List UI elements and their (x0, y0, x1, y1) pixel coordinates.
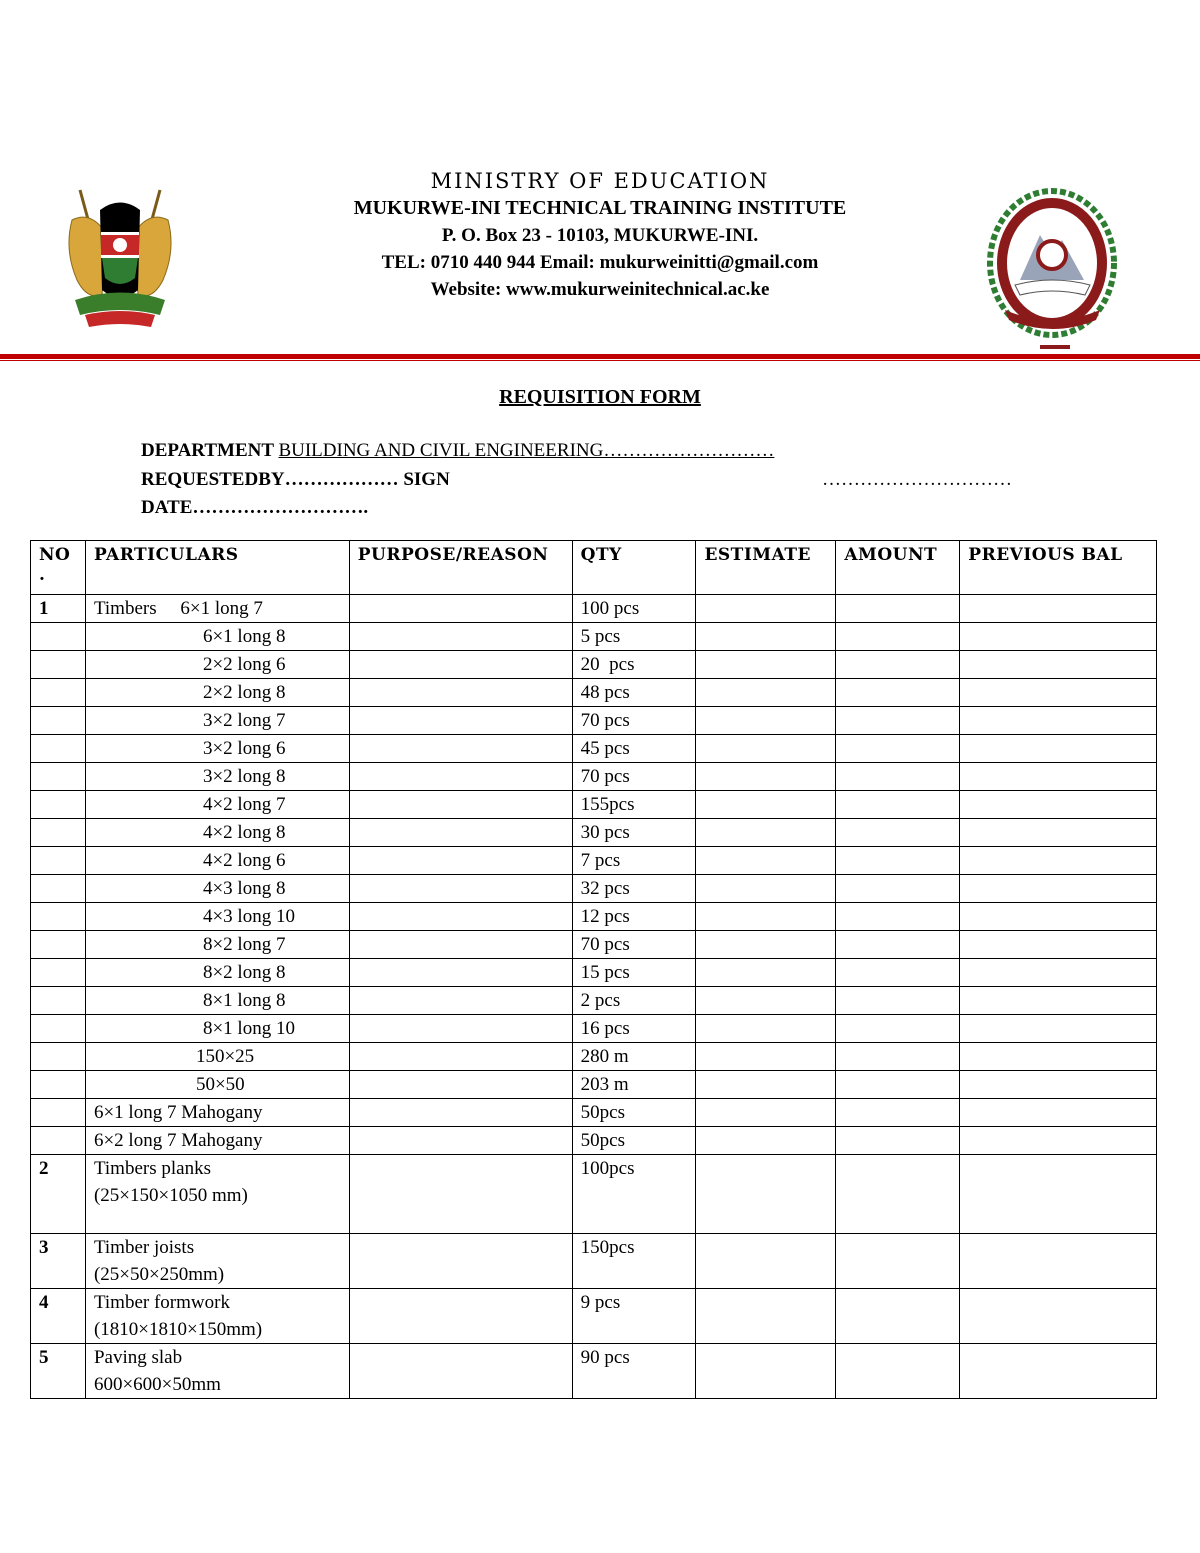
cell-particulars (85, 707, 349, 735)
cell-previous-bal (960, 651, 1157, 679)
cell-purpose (349, 1099, 572, 1127)
particulars-text: 4×2 long 7 (202, 794, 286, 815)
cell-estimate (696, 847, 836, 875)
cell-qty: 50pcs (572, 1127, 696, 1155)
department-label: DEPARTMENT (141, 440, 279, 461)
cell-amount (836, 1234, 960, 1289)
cell-purpose (349, 1127, 572, 1155)
cell-no (31, 1015, 86, 1043)
table-row (31, 623, 1157, 651)
particulars-text: 6×1 long 8 (202, 626, 286, 647)
cell-no (31, 791, 86, 819)
cell-estimate (696, 623, 836, 651)
header-divider-thin (0, 360, 1200, 361)
table-row (31, 931, 1157, 959)
cell-amount (836, 1344, 960, 1399)
table-row (31, 707, 1157, 735)
cell-estimate (696, 595, 836, 623)
cell-amount (836, 931, 960, 959)
cell-qty: 90 pcs (572, 1344, 696, 1399)
particulars-text: Timbers planks (93, 1158, 211, 1179)
requested-by-line (141, 469, 450, 491)
cell-qty: 45 pcs (572, 735, 696, 763)
cell-previous-bal (960, 623, 1157, 651)
cell-no (31, 735, 86, 763)
table-row (31, 1127, 1157, 1155)
table-row (31, 1289, 1157, 1344)
table-row (31, 1234, 1157, 1289)
cell-no (31, 763, 86, 791)
particulars-text: 4×3 long 8 (202, 878, 286, 899)
cell-qty: 50pcs (572, 1099, 696, 1127)
cell-no (31, 931, 86, 959)
particulars-text: 8×1 long 8 (202, 990, 286, 1011)
cell-particulars (85, 791, 349, 819)
col-amount: AMOUNT (836, 541, 960, 595)
cell-amount (836, 959, 960, 987)
cell-amount (836, 595, 960, 623)
cell-amount (836, 1015, 960, 1043)
particulars-text: 50×50 (195, 1074, 245, 1095)
cell-purpose (349, 987, 572, 1015)
cell-amount (836, 651, 960, 679)
particulars-text: 6×1 long 7 Mahogany (93, 1102, 263, 1123)
cell-estimate (696, 763, 836, 791)
table-header-row (31, 541, 1157, 595)
cell-particulars (85, 763, 349, 791)
particulars-text: Timbers 6×1 long 7 (93, 598, 263, 619)
particulars-text: 3×2 long 6 (202, 738, 286, 759)
cell-estimate (696, 931, 836, 959)
cell-qty: 70 pcs (572, 931, 696, 959)
cell-estimate (696, 707, 836, 735)
cell-particulars (85, 819, 349, 847)
cell-purpose (349, 735, 572, 763)
cell-amount (836, 847, 960, 875)
cell-particulars (85, 847, 349, 875)
table-row (31, 819, 1157, 847)
cell-qty: 70 pcs (572, 763, 696, 791)
cell-previous-bal (960, 763, 1157, 791)
table-row (31, 595, 1157, 623)
particulars-text: 3×2 long 7 (202, 710, 286, 731)
cell-particulars (85, 1155, 349, 1234)
particulars-detail: (1810×1810×150mm) (93, 1319, 263, 1340)
cell-estimate (696, 1015, 836, 1043)
cell-qty: 280 m (572, 1043, 696, 1071)
cell-estimate (696, 959, 836, 987)
cell-no (31, 875, 86, 903)
cell-previous-bal (960, 875, 1157, 903)
cell-qty: 15 pcs (572, 959, 696, 987)
ministry-name: MINISTRY OF EDUCATION (430, 169, 770, 193)
cell-purpose (349, 707, 572, 735)
cell-particulars (85, 1015, 349, 1043)
table-row (31, 903, 1157, 931)
cell-amount (836, 763, 960, 791)
cell-estimate (696, 791, 836, 819)
cell-no (31, 1071, 86, 1099)
cell-particulars (85, 959, 349, 987)
particulars-detail: (25×150×1050 mm) (93, 1185, 248, 1206)
col-estimate: ESTIMATE (696, 541, 836, 595)
cell-particulars (85, 875, 349, 903)
cell-particulars (85, 1234, 349, 1289)
particulars-detail: 600×600×50mm (93, 1374, 221, 1395)
cell-purpose (349, 679, 572, 707)
cell-no (31, 903, 86, 931)
cell-amount (836, 707, 960, 735)
cell-purpose (349, 1344, 572, 1399)
col-no: NO . (31, 541, 86, 595)
cell-estimate (696, 875, 836, 903)
particulars-text: Paving slab (93, 1347, 183, 1368)
cell-no (31, 847, 86, 875)
cell-amount (836, 791, 960, 819)
contact-line: TEL: 0710 440 944 Email: mukurweinitti@gmail.com (381, 252, 819, 273)
particulars-text: Timber joists (93, 1237, 195, 1258)
table-row (31, 651, 1157, 679)
postal-address: P. O. Box 23 - 10103, MUKURWE-INI. (441, 225, 759, 246)
cell-particulars (85, 931, 349, 959)
table-row (31, 847, 1157, 875)
particulars-text: 8×2 long 8 (202, 962, 286, 983)
cell-purpose (349, 1071, 572, 1099)
sign-dots: ………………………… (822, 469, 1012, 490)
particulars-text: 8×1 long 10 (202, 1018, 295, 1039)
cell-amount (836, 1127, 960, 1155)
cell-qty: 100pcs (572, 1155, 696, 1234)
cell-amount (836, 987, 960, 1015)
cell-no (31, 679, 86, 707)
department-line (141, 440, 774, 462)
particulars-text: 3×2 long 8 (202, 766, 286, 787)
particulars-text: 2×2 long 8 (202, 682, 286, 703)
cell-amount (836, 1043, 960, 1071)
cell-purpose (349, 1043, 572, 1071)
letterhead (0, 168, 1200, 303)
cell-qty: 30 pcs (572, 819, 696, 847)
cell-purpose (349, 959, 572, 987)
department-value: BUILDING AND CIVIL ENGINEERING……………………… (278, 440, 775, 461)
cell-qty: 9 pcs (572, 1289, 696, 1344)
table-row (31, 1043, 1157, 1071)
cell-estimate (696, 679, 836, 707)
cell-no: 2 (31, 1155, 86, 1234)
particulars-text: 4×2 long 8 (202, 822, 286, 843)
requisition-table (30, 540, 1157, 1399)
table-row (31, 1071, 1157, 1099)
cell-estimate (696, 903, 836, 931)
cell-previous-bal (960, 1344, 1157, 1399)
cell-particulars (85, 1099, 349, 1127)
cell-previous-bal (960, 931, 1157, 959)
particulars-text: 6×2 long 7 Mahogany (93, 1130, 263, 1151)
cell-estimate (696, 735, 836, 763)
cell-estimate (696, 1071, 836, 1099)
cell-no (31, 1043, 86, 1071)
cell-qty: 2 pcs (572, 987, 696, 1015)
cell-estimate (696, 987, 836, 1015)
cell-purpose (349, 931, 572, 959)
cell-previous-bal (960, 819, 1157, 847)
cell-purpose (349, 1234, 572, 1289)
table-row (31, 763, 1157, 791)
cell-estimate (696, 1234, 836, 1289)
cell-purpose (349, 763, 572, 791)
particulars-text: 150×25 (195, 1046, 255, 1067)
cell-previous-bal (960, 1043, 1157, 1071)
table-row (31, 875, 1157, 903)
cell-particulars (85, 1043, 349, 1071)
website-line: Website: www.mukurweinitechnical.ac.ke (430, 279, 770, 300)
cell-estimate (696, 1344, 836, 1399)
col-particulars: PARTICULARS (85, 541, 349, 595)
cell-qty: 155pcs (572, 791, 696, 819)
date-line: DATE………………………. (141, 497, 369, 518)
cell-amount (836, 735, 960, 763)
col-previous-bal: PREVIOUS BAL (960, 541, 1157, 595)
cell-purpose (349, 1155, 572, 1234)
requested-by-label: REQUESTEDBY……………… SIGN (141, 469, 450, 490)
cell-qty: 203 m (572, 1071, 696, 1099)
cell-amount (836, 903, 960, 931)
cell-previous-bal (960, 1289, 1157, 1344)
cell-previous-bal (960, 1071, 1157, 1099)
table-row (31, 1015, 1157, 1043)
cell-estimate (696, 1043, 836, 1071)
table-row (31, 1155, 1157, 1234)
cell-purpose (349, 903, 572, 931)
cell-amount (836, 819, 960, 847)
cell-no (31, 1127, 86, 1155)
cell-no: 3 (31, 1234, 86, 1289)
cell-qty: 150pcs (572, 1234, 696, 1289)
cell-amount (836, 875, 960, 903)
cell-amount (836, 623, 960, 651)
cell-purpose (349, 595, 572, 623)
header-divider (0, 354, 1200, 359)
cell-particulars (85, 1344, 349, 1399)
table-row (31, 987, 1157, 1015)
cell-particulars (85, 1289, 349, 1344)
cell-estimate (696, 1127, 836, 1155)
cell-amount (836, 679, 960, 707)
cell-no: 5 (31, 1344, 86, 1399)
cell-estimate (696, 1289, 836, 1344)
particulars-text: 4×3 long 10 (202, 906, 295, 927)
cell-previous-bal (960, 595, 1157, 623)
cell-amount (836, 1099, 960, 1127)
cell-qty: 12 pcs (572, 903, 696, 931)
cell-purpose (349, 791, 572, 819)
cell-no (31, 651, 86, 679)
cell-no (31, 623, 86, 651)
cell-previous-bal (960, 903, 1157, 931)
cell-no: 4 (31, 1289, 86, 1344)
cell-purpose (349, 651, 572, 679)
cell-previous-bal (960, 1234, 1157, 1289)
cell-estimate (696, 1099, 836, 1127)
institute-name: MUKURWE-INI TECHNICAL TRAINING INSTITUTE (353, 197, 847, 219)
cell-previous-bal (960, 679, 1157, 707)
table-row (31, 679, 1157, 707)
particulars-text: 8×2 long 7 (202, 934, 286, 955)
cell-qty: 16 pcs (572, 1015, 696, 1043)
cell-particulars (85, 735, 349, 763)
cell-particulars (85, 1127, 349, 1155)
cell-no (31, 987, 86, 1015)
cell-no (31, 819, 86, 847)
cell-qty: 7 pcs (572, 847, 696, 875)
cell-estimate (696, 651, 836, 679)
cell-no (31, 1099, 86, 1127)
cell-previous-bal (960, 707, 1157, 735)
cell-purpose (349, 623, 572, 651)
cell-particulars (85, 903, 349, 931)
cell-estimate (696, 1155, 836, 1234)
cell-previous-bal (960, 1099, 1157, 1127)
particulars-text: 2×2 long 6 (202, 654, 286, 675)
cell-particulars (85, 679, 349, 707)
cell-qty: 70 pcs (572, 707, 696, 735)
cell-no: 1 (31, 595, 86, 623)
cell-amount (836, 1071, 960, 1099)
cell-qty: 100 pcs (572, 595, 696, 623)
cell-previous-bal (960, 1127, 1157, 1155)
cell-previous-bal (960, 847, 1157, 875)
cell-purpose (349, 875, 572, 903)
cell-particulars (85, 651, 349, 679)
table-row (31, 959, 1157, 987)
cell-purpose (349, 1289, 572, 1344)
table-row (31, 791, 1157, 819)
cell-purpose (349, 819, 572, 847)
table-row (31, 1099, 1157, 1127)
cell-previous-bal (960, 987, 1157, 1015)
form-title: REQUISITION FORM (499, 386, 701, 408)
cell-estimate (696, 819, 836, 847)
cell-qty: 32 pcs (572, 875, 696, 903)
particulars-text: 4×2 long 6 (202, 850, 286, 871)
particulars-text: Timber formwork (93, 1292, 230, 1313)
cell-particulars (85, 987, 349, 1015)
cell-qty: 48 pcs (572, 679, 696, 707)
cell-amount (836, 1155, 960, 1234)
cell-particulars (85, 595, 349, 623)
cell-previous-bal (960, 791, 1157, 819)
cell-amount (836, 1289, 960, 1344)
cell-purpose (349, 847, 572, 875)
cell-purpose (349, 1015, 572, 1043)
cell-particulars (85, 1071, 349, 1099)
cell-qty: 5 pcs (572, 623, 696, 651)
cell-previous-bal (960, 959, 1157, 987)
cell-previous-bal (960, 1155, 1157, 1234)
cell-no (31, 707, 86, 735)
cell-particulars (85, 623, 349, 651)
col-qty: QTY (572, 541, 696, 595)
table-row (31, 1344, 1157, 1399)
particulars-detail: (25×50×250mm) (93, 1264, 225, 1285)
cell-no (31, 959, 86, 987)
cell-previous-bal (960, 1015, 1157, 1043)
cell-qty: 20 pcs (572, 651, 696, 679)
table-row (31, 735, 1157, 763)
cell-previous-bal (960, 735, 1157, 763)
col-purpose: PURPOSE/REASON (349, 541, 572, 595)
